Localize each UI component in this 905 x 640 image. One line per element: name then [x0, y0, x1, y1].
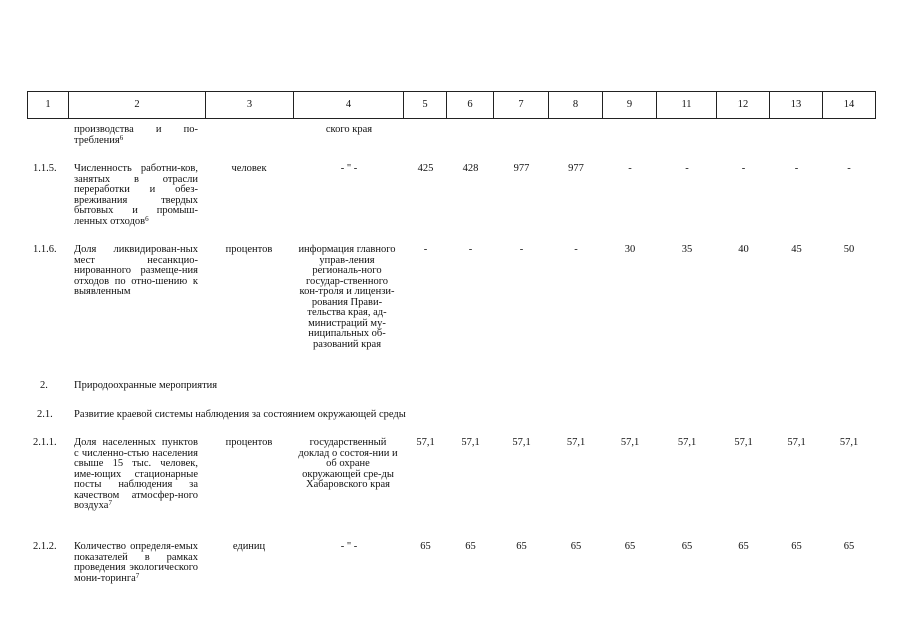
value-cell: 425	[417, 163, 434, 174]
value-cell: -	[741, 163, 746, 174]
value-cell: 45	[791, 244, 802, 255]
value-cell: 65	[465, 541, 476, 552]
value-cell: -	[847, 163, 851, 174]
col-header: 11	[657, 92, 717, 118]
value-cell: 57,1	[839, 437, 859, 448]
row-number: 2.1.1.	[33, 437, 57, 448]
value-cell: 57,1	[620, 437, 640, 448]
col-header: 2	[69, 92, 206, 118]
row-name: Доля ликвидирован-ных мест несанкцио-нированного размеще-ния отходов по отно-шению к выявленным	[74, 244, 198, 297]
row-unit: единиц	[232, 541, 266, 552]
value-cell: 977	[568, 163, 584, 174]
col-header: 9	[603, 92, 657, 118]
section-title: Развитие краевой системы наблюдения за состоянием окружающей среды	[74, 409, 406, 420]
row-unit: человек	[231, 163, 267, 174]
value-cell: -	[628, 163, 632, 174]
row-unit: процентов	[225, 437, 273, 448]
col-header: 8	[549, 92, 603, 118]
col-header: 4	[294, 92, 404, 118]
value-cell: 57,1	[677, 437, 697, 448]
value-cell: -	[519, 244, 524, 255]
value-cell: 65	[843, 541, 855, 552]
value-cell: 30	[624, 244, 636, 255]
section-number: 2.1.	[37, 409, 53, 420]
value-cell: 57,1	[734, 437, 753, 448]
row-number: 1.1.5.	[33, 163, 57, 174]
value-cell: 57,1	[461, 437, 480, 448]
value-cell: 65	[791, 541, 802, 552]
row-source: государственный доклад о состоя-нии и об охране окружающей сре-ды Хабаровского края	[298, 437, 398, 490]
value-cell: 50	[843, 244, 855, 255]
row-name-cont: производства и по-требления$^6$	[74, 124, 198, 146]
col-header: 13	[770, 92, 823, 118]
value-cell: 65	[516, 541, 527, 552]
row-source-cont: ского края	[325, 124, 373, 135]
row-name: Количество определя-емых показателей в рамках проведения экологического мони-торинга$^7$	[74, 541, 198, 584]
value-cell: -	[468, 244, 473, 255]
value-cell: 65	[570, 541, 582, 552]
row-source: информация главного управ-ления региональ-ного государ-ственного кон-троля и лицензи-рования Прави-тельства края, ад-министраций му-ниципальных об-разований края	[298, 244, 396, 350]
value-cell: -	[423, 244, 428, 255]
value-cell: 57,1	[416, 437, 435, 448]
col-header: 6	[447, 92, 494, 118]
row-number: 2.1.2.	[33, 541, 57, 552]
value-cell: 57,1	[787, 437, 806, 448]
col-header: 7	[494, 92, 549, 118]
value-cell: 57,1	[566, 437, 586, 448]
value-cell: 977	[513, 163, 530, 174]
value-cell: -	[794, 163, 799, 174]
value-cell: 428	[462, 163, 479, 174]
row-source: - " -	[340, 163, 358, 174]
table-header	[27, 91, 876, 119]
value-cell: 65	[624, 541, 636, 552]
value-cell: 40	[738, 244, 749, 255]
col-header: 1	[28, 92, 69, 118]
value-cell: 57,1	[512, 437, 531, 448]
value-cell: 65	[681, 541, 693, 552]
col-header: 5	[404, 92, 447, 118]
row-source: - " -	[340, 541, 358, 552]
value-cell: 35	[681, 244, 693, 255]
value-cell: 65	[420, 541, 431, 552]
section-title: Природоохранные мероприятия	[74, 380, 218, 391]
col-header: 3	[206, 92, 294, 118]
section-number: 2.	[40, 380, 48, 391]
row-name: Доля населенных пунктов с численно-стью населения свыше 15 тыс. человек, име-ющих стационарные посты наблюдения за качеством атмосфер-ного воздуха$^7$	[74, 437, 198, 511]
value-cell: 65	[738, 541, 749, 552]
value-cell: -	[574, 244, 578, 255]
row-name: Численность работни-ков, занятых в отрасли переработки и обез-вреживания твердых бытовых и промыш-ленных отходов$^6$	[74, 163, 198, 227]
col-header: 12	[717, 92, 770, 118]
row-number: 1.1.6.	[33, 244, 57, 255]
col-header: 14	[843, 99, 855, 110]
row-unit: процентов	[225, 244, 273, 255]
value-cell: -	[685, 163, 689, 174]
